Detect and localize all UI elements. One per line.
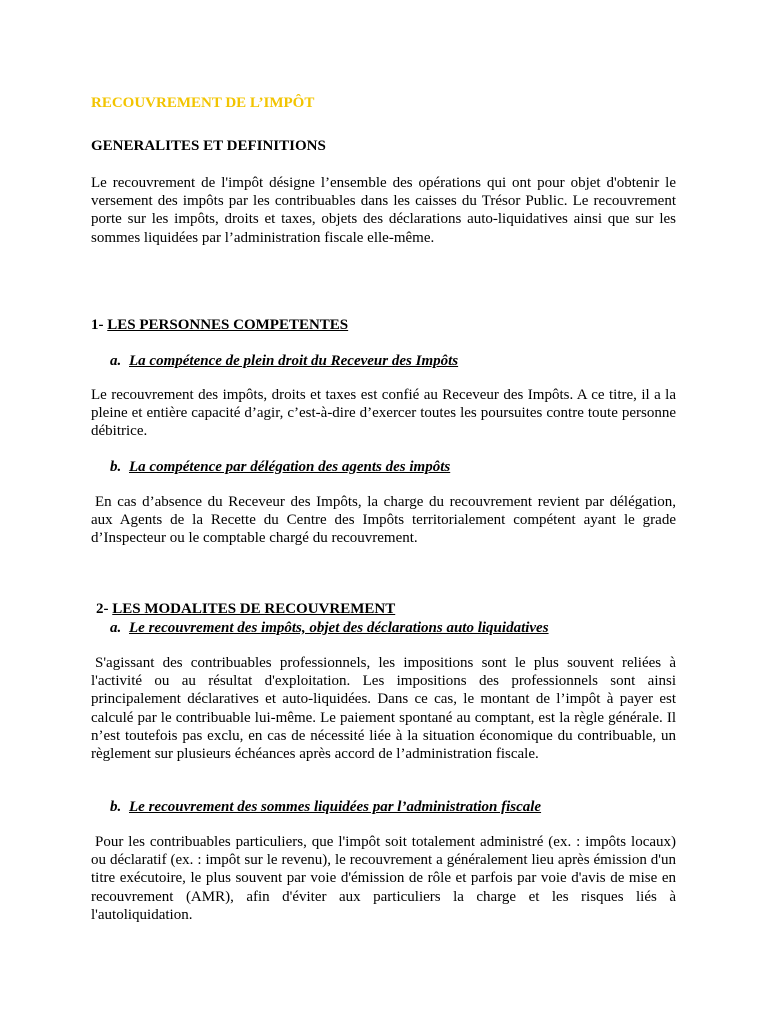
section-1b-heading xyxy=(110,458,670,476)
section-1a-label: a. xyxy=(110,353,122,369)
section-1a-title: La compétence de plein droit du Receveur des Impôts xyxy=(129,353,459,369)
section-2b-label: b. xyxy=(110,799,122,815)
section-1a-heading xyxy=(110,352,670,370)
section-1b-label: b. xyxy=(110,459,122,475)
generalites-paragraph: Le recouvrement de l'impôt désigne l’ensemble des opérations qui ont pour objet d'obtenir le versement des impôts par les contribuables dans les caisses du Trésor Public. Le recouvrement porte sur les impôts, droits et taxes, objets des déclarations auto-liquidatives ainsi que sur les sommes liquidées par l’administration fiscale elle-même. xyxy=(91,175,676,246)
section-1-title: LES PERSONNES COMPETENTES xyxy=(107,317,349,333)
section-2b-title: Le recouvrement des sommes liquidées par l’administration fiscale xyxy=(129,799,542,815)
section-1b-title: La compétence par délégation des agents des impôts xyxy=(129,459,451,475)
section-2a-heading xyxy=(110,619,670,637)
section-2-number: 2- xyxy=(96,601,109,617)
section-1-number: 1- xyxy=(91,317,104,333)
section-1a-paragraph: Le recouvrement des impôts, droits et taxes est confié au Receveur des Impôts. A ce titre, il a la pleine et entière capacité d’agir, c’est-à-dire d’exercer toutes les poursuites contre toute personne débitrice. xyxy=(91,387,676,440)
generalites-heading: GENERALITES ET DEFINITIONS xyxy=(91,138,326,154)
section-1-heading xyxy=(91,316,676,334)
section-2-title: LES MODALITES DE RECOUVREMENT xyxy=(112,601,396,617)
section-2a-label: a. xyxy=(110,620,122,636)
section-2-heading xyxy=(96,600,681,618)
section-2a-paragraph: S'agissant des contribuables professionnels, les impositions sont le plus souvent reliées à l'activité ou au résultat d'exploitation. Les impositions des professionnels sont ainsi principalement déclaratives et auto-liquidées. Dans ce cas, le montant de l’impôt à payer est calculé par le contribuable lui-même. Le paiement spontané au comptant, est la règle générale. Il n’est toutefois pas exclu, en cas de nécessité liée à la situation économique du contribuable, un règlement sur plusieurs échéances après accord de l’administration fiscale. xyxy=(91,655,676,763)
section-2b-paragraph: Pour les contribuables particuliers, que l'impôt soit totalement administré (ex. : impôts locaux) ou déclaratif (ex. : impôt sur le revenu), le recouvrement a généralement lieu après émission d'un titre exécutoire, le plus souvent par voie d'émission de rôle et parfois par voie d'avis de mise en recouvrement (AMR), afin d'éviter aux particuliers la charge et les risques liés à l'autoliquidation. xyxy=(91,834,676,923)
section-2a-title: Le recouvrement des impôts, objet des déclarations auto liquidatives xyxy=(129,620,549,636)
document-title: RECOUVREMENT DE L’IMPÔT xyxy=(91,95,315,111)
section-1b-paragraph: En cas d’absence du Receveur des Impôts, la charge du recouvrement revient par délégation, aux Agents de la Recette du Centre des Impôts territorialement compétent ayant le grade d’Inspecteur ou le comptable chargé du recouvrement. xyxy=(91,494,676,547)
section-2b-heading xyxy=(110,798,670,816)
